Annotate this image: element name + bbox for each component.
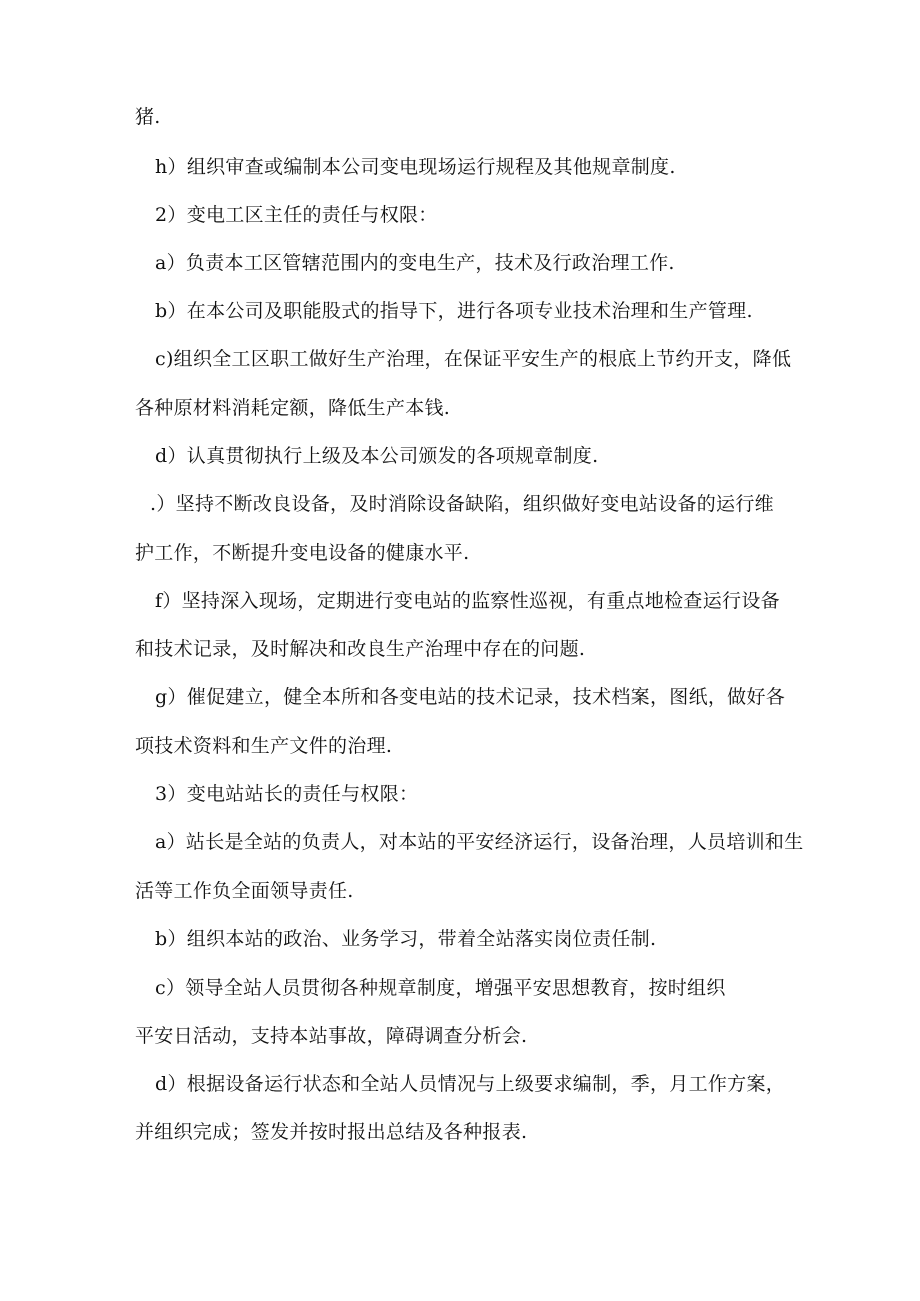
text-line: 3）变电站站长的责任与权限： [155,783,419,805]
text-line: 护工作，不断提升变电设备的健康水平. [135,542,470,564]
text-line: f）坚持深入现场，定期进行变电站的监察性巡视，有重点地检查运行设备 [155,590,780,612]
text-line: 平安日活动，支持本站事故，障碍调查分析会. [135,1025,528,1047]
text-line: 和技术记录，及时解决和改良生产治理中存在的问题. [135,638,586,660]
text-line: 并组织完成；签发并按时报出总结及各种报表. [135,1121,528,1143]
text-line: 各种原材料消耗定额，降低生产本钱. [135,397,451,419]
text-line: 2）变电工区主任的责任与权限： [155,204,438,226]
text-line: c)组织全工区职工做好生产治理，在保证平安生产的根底上节约开支，降低 [155,348,792,370]
text-line: d）根据设备运行状态和全站人员情况与上级要求编制，季，月工作方案， [155,1073,786,1095]
text-line: b）在本公司及职能股式的指导下，进行各项专业技术治理和生产管理. [155,300,753,322]
text-line: c）领导全站人员贯彻各种规章制度，增强平安思想教育，按时组织 [155,977,726,999]
text-line: 猪. [135,106,161,128]
text-line: 活等工作负全面领导责任. [135,880,354,902]
text-line: .）坚持不断改良设备，及时消除设备缺陷，组织做好变电站设备的运行维 [150,493,774,515]
text-line: a）站长是全站的负责人，对本站的平安经济运行，设备治理，人员培训和生 [155,831,804,853]
text-line: a）负责本工区管辖范围内的变电生产，技术及行政治理工作. [155,252,675,274]
text-line: 项技术资料和生产文件的治理. [135,735,393,757]
text-line: h）组织审查或编制本公司变电现场运行规程及其他规章制度. [155,156,676,178]
text-line: d）认真贯彻执行上级及本公司颁发的各项规章制度. [155,445,599,467]
text-line: b）组织本站的政治、业务学习，带着全站落实岗位责任制. [155,928,657,950]
text-line: g）催促建立，健全本所和各变电站的技术记录，技术档案，图纸，做好各 [155,686,786,708]
